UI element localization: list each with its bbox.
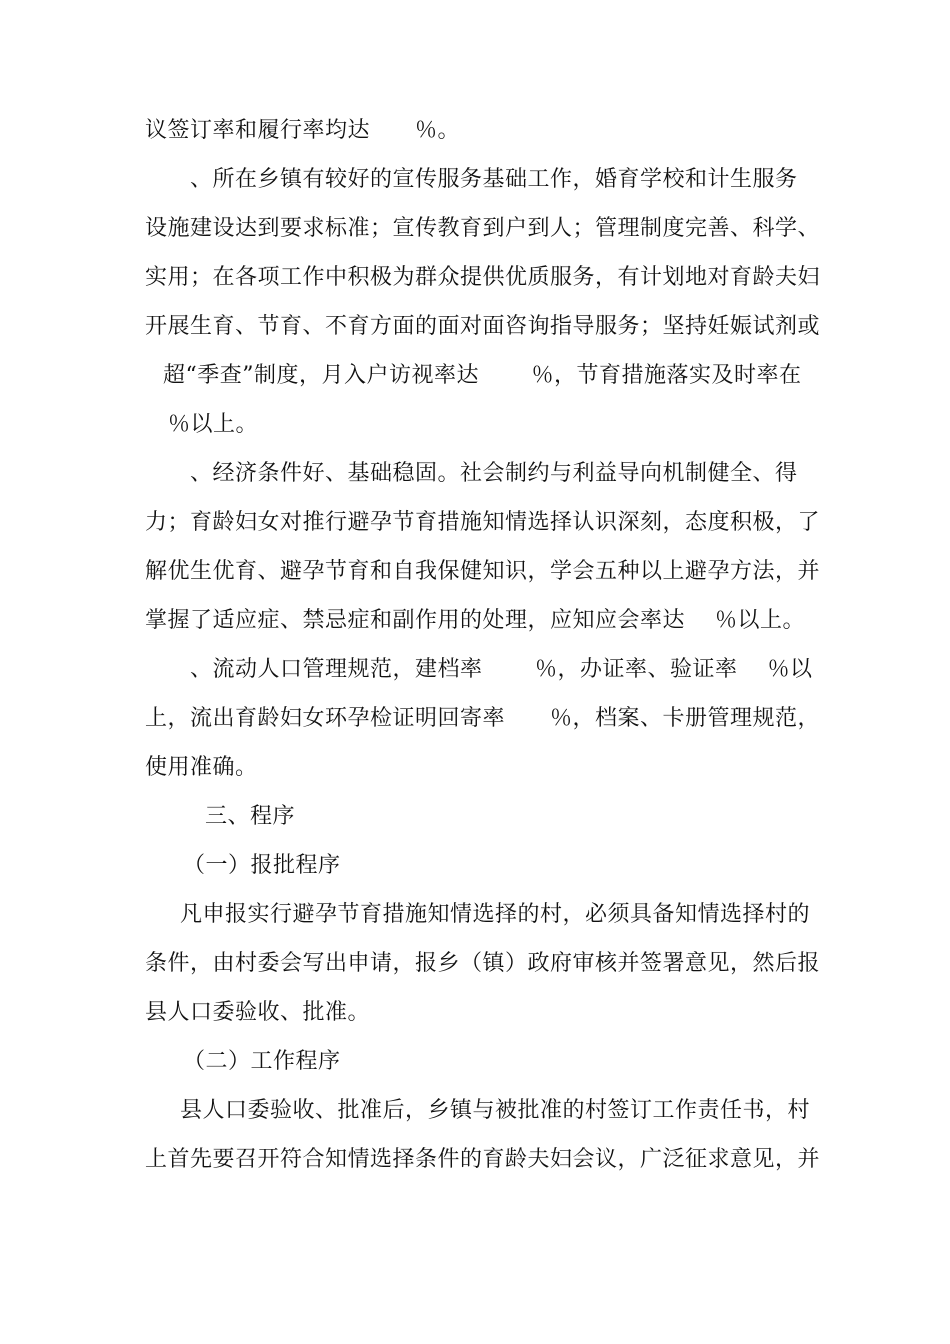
- text-line: 开展生育、节育、不育方面的面对面咨询指导服务；坚持妊娠试剂或: [145, 314, 821, 339]
- section-heading: 三、程序: [205, 804, 296, 829]
- text-line: 上，流出育龄妇女环孕检证明回寄率 ％，档案、卡册管理规范，: [145, 706, 821, 731]
- text-line: 解优生优育、避孕节育和自我保健知识，学会五种以上避孕方法，并: [145, 559, 821, 584]
- text-line: 超“季查”制度，月入户访视率达 ％，节育措施落实及时率在: [163, 363, 802, 388]
- text-line: 掌握了适应症、禁忌症和副作用的处理，应知应会率达 ％以上。: [145, 608, 805, 633]
- text-line: 上首先要召开符合知情选择条件的育龄夫妇会议，广泛征求意见，并: [145, 1147, 821, 1172]
- text-line: 、流动人口管理规范，建档率 ％，办证率、验证率 ％以: [190, 657, 813, 682]
- text-line: 实用；在各项工作中积极为群众提供优质服务，有计划地对育龄夫妇: [145, 265, 821, 290]
- text-line: 力；育龄妇女对推行避孕节育措施知情选择认识深刻，态度积极，了: [145, 510, 821, 535]
- text-line: 凡申报实行避孕节育措施知情选择的村，必须具备知情选择村的: [180, 902, 811, 927]
- text-line: 县人口委验收、批准后，乡镇与被批准的村签订工作责任书，村: [180, 1098, 811, 1123]
- text-line: 县人口委验收、批准。: [145, 1000, 371, 1025]
- text-line: 使用准确。: [145, 755, 258, 780]
- text-line: 议签订率和履行率均达 ％。: [145, 118, 461, 143]
- subsection-heading: （一）报批程序: [183, 853, 341, 878]
- text-line: 设施建设达到要求标准；宣传教育到户到人；管理制度完善、科学、: [145, 216, 821, 241]
- text-line: 、所在乡镇有较好的宣传服务基础工作，婚育学校和计生服务: [190, 167, 798, 192]
- text-line: ％以上。: [168, 412, 259, 437]
- subsection-heading: （二）工作程序: [183, 1049, 341, 1074]
- text-line: 、经济条件好、基础稳固。社会制约与利益导向机制健全、得: [190, 461, 798, 486]
- text-line: 条件，由村委会写出申请，报乡（镇）政府审核并签署意见，然后报: [145, 951, 821, 976]
